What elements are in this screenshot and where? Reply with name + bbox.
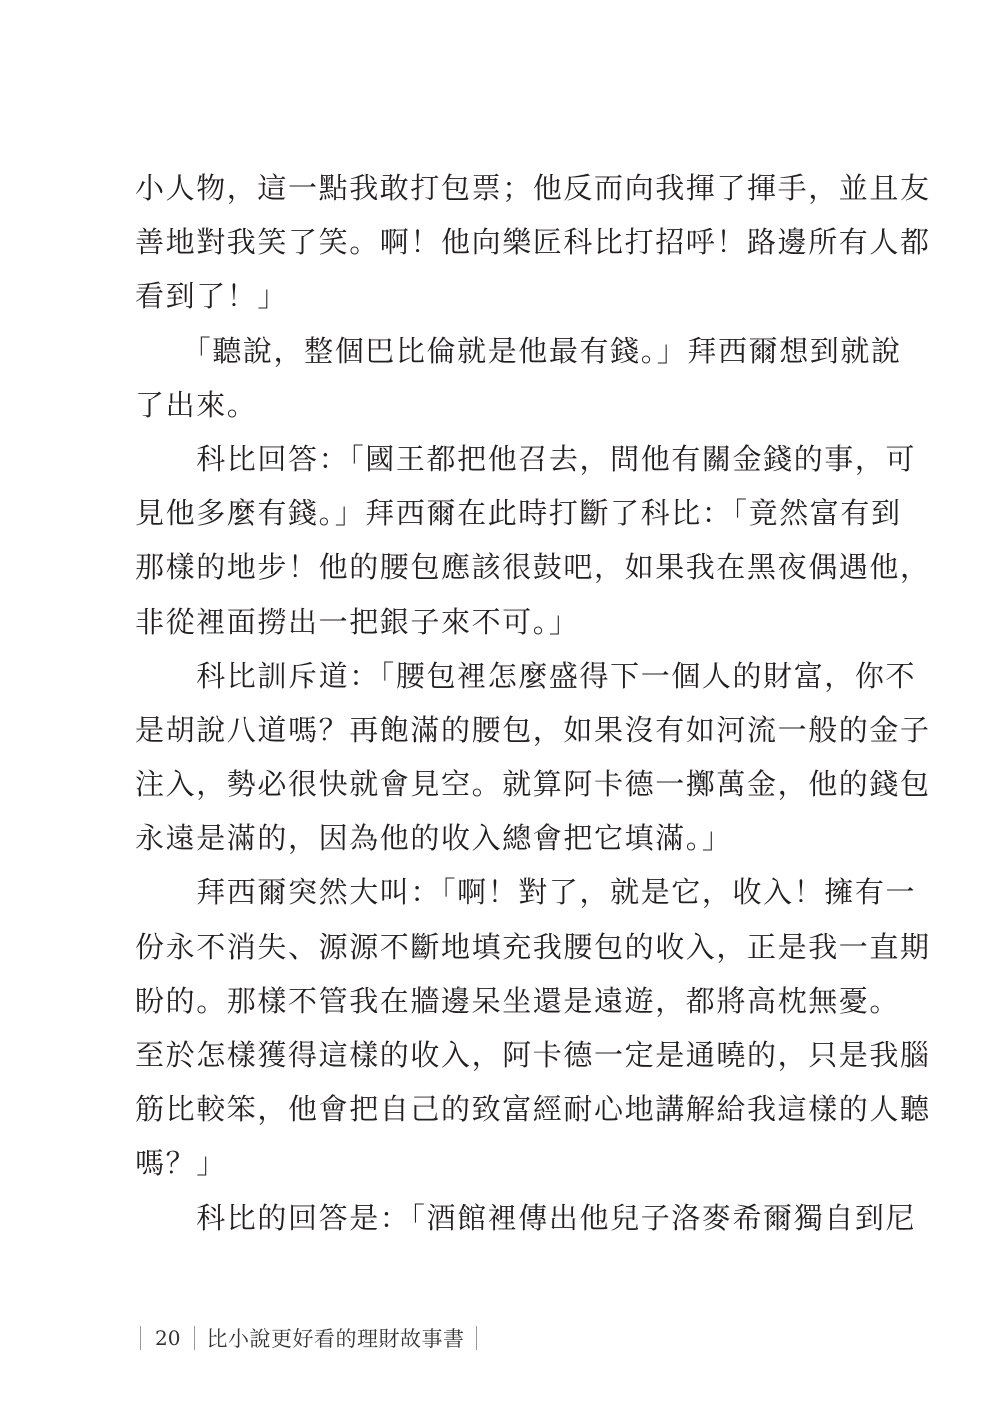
text-line: 至於怎樣獲得這樣的收入，阿卡德一定是通曉的，只是我腦 (135, 1038, 931, 1072)
text-line: 科比回答：「國王都把他召去，問他有關金錢的事，可 (135, 441, 917, 476)
text-line: 小人物，這一點我敢打包票；他反而向我揮了揮手，並且友 (135, 171, 931, 205)
text-line: 非從裡面撈出一把銀子來不可。」 (135, 604, 580, 639)
text-line: 見他多麼有錢。」拜西爾在此時打斷了科比：「竟然富有到 (135, 496, 902, 531)
page-footer (140, 1322, 477, 1354)
text-line: 科比訓斥道：「腰包裡怎麼盛得下一個人的財富，你不 (135, 658, 917, 693)
text-line: 看到了！」 (135, 279, 289, 314)
footer-divider (140, 1326, 141, 1350)
footer-divider (476, 1326, 477, 1350)
text-line: 「聽說，整個巴比倫就是他最有錢。」拜西爾想到就說 (135, 333, 902, 368)
text-line: 盼的。那樣不管我在牆邊呆坐還是遠遊，都將高枕無憂。 (135, 983, 901, 1018)
text-line: 那樣的地步！他的腰包應該很鼓吧，如果我在黑夜偶遇他， (135, 550, 931, 585)
page-number: 20 (155, 1326, 181, 1350)
text-line: 永遠是滿的，因為他的收入總會把它填滿。」 (135, 821, 733, 856)
text-line: 嗎？」 (135, 1146, 227, 1181)
text-line: 筋比較笨，他會把自己的致富經耐心地講解給我這樣的人聽 (135, 1092, 931, 1127)
footer-divider (194, 1326, 195, 1350)
text-line: 份永不消失、源源不斷地填充我腰包的收入，正是我一直期 (135, 929, 931, 964)
running-title: 比小說更好看的理財故事書 (206, 1327, 465, 1351)
text-line: 善地對我笑了笑。啊！他向樂匠科比打招呼！路邊所有人都 (135, 225, 931, 260)
text-line: 是胡說八道嗎？再飽滿的腰包，如果沒有如河流一般的金子 (135, 712, 931, 747)
text-line: 拜西爾突然大叫：「啊！對了，就是它，收入！擁有一 (135, 875, 917, 910)
text-line: 科比的回答是：「酒館裡傳出他兒子洛麥希爾獨自到尼 (135, 1200, 917, 1235)
text-line: 了出來。 (135, 387, 258, 422)
text-line: 注入，勢必很快就會見空。就算阿卡德一擲萬金，他的錢包 (135, 767, 931, 802)
page-body (135, 161, 931, 1245)
